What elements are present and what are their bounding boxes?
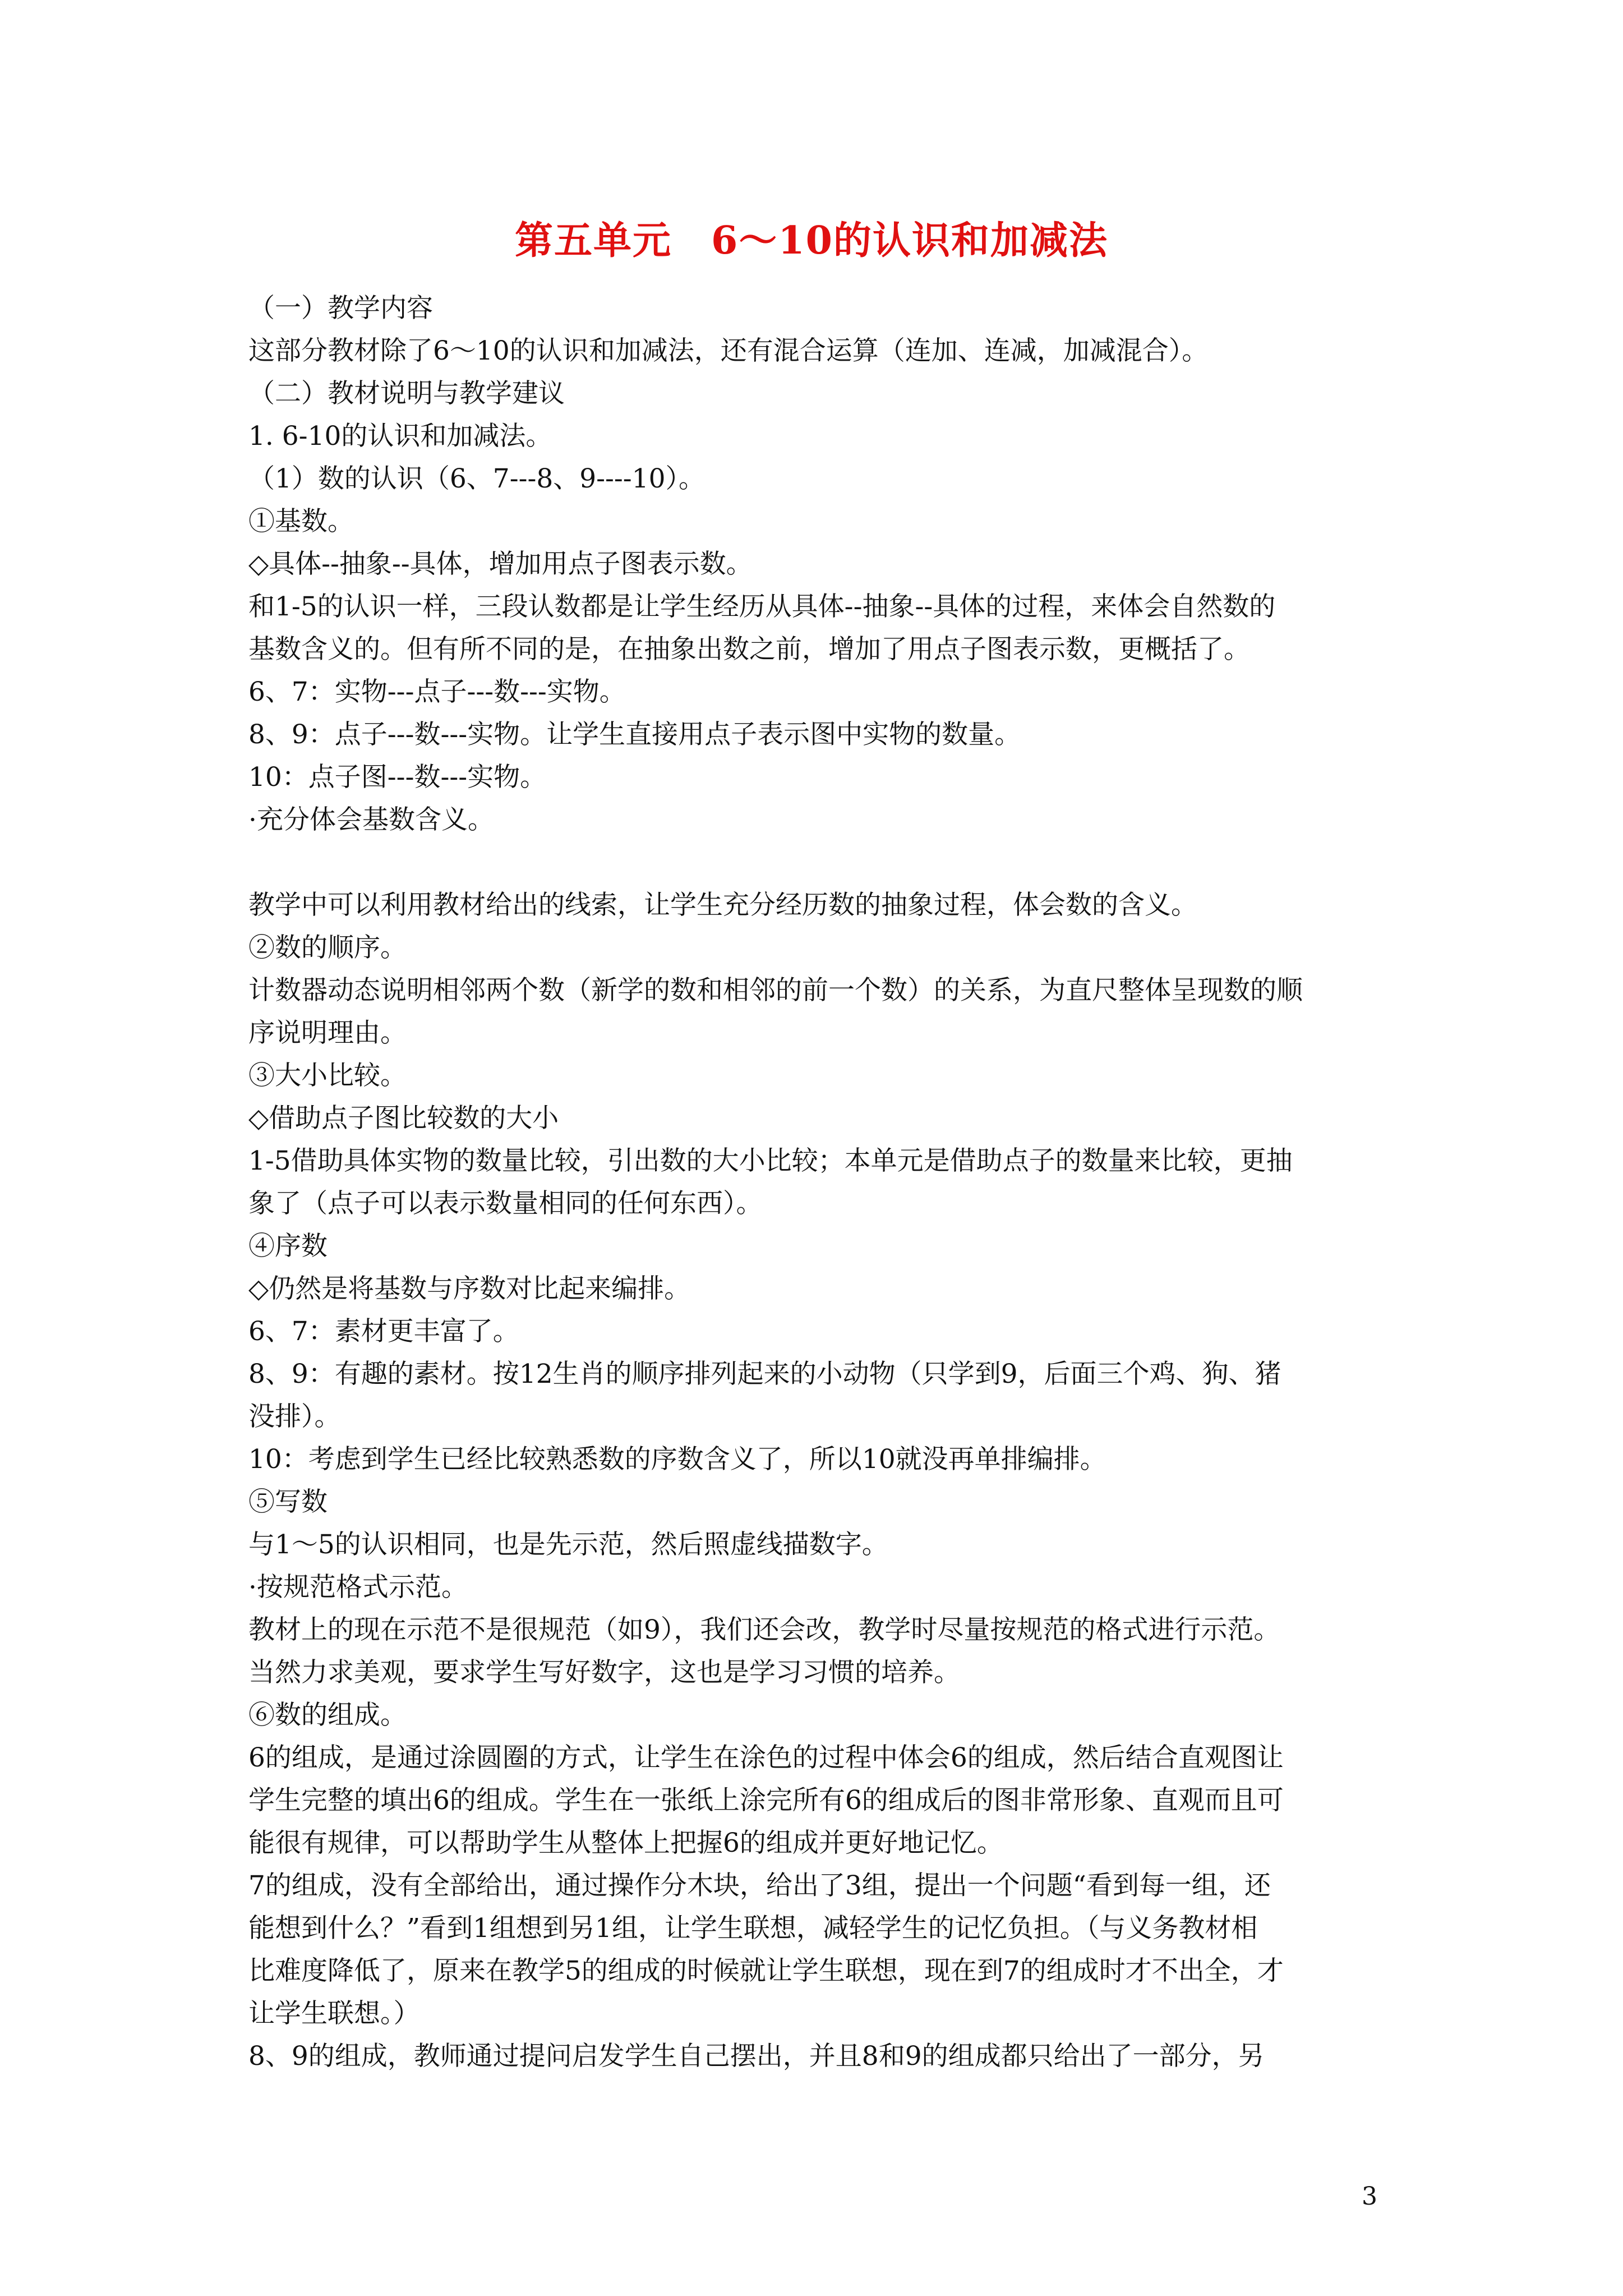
paragraph-line: 10：考虑到学生已经比较熟悉数的序数含义了，所以10就没再单排编排。 (248, 1444, 1106, 1475)
paragraph-line: 1-5借助具体实物的数量比较，引出数的大小比较；本单元是借助点子的数量来比较，更抽 (248, 1145, 1293, 1176)
paragraph-line: 比难度降低了，原来在教学5的组成的时候就让学生联想，现在到7的组成时才不出全，才 (248, 1955, 1284, 1986)
paragraph-line: ④序数 (248, 1231, 328, 1262)
paragraph-line: 序说明理由。 (248, 1018, 407, 1048)
paragraph-line: 学生完整的填出6的组成。学生在一张纸上涂完所有6的组成后的图非常形象、直观而且可 (248, 1785, 1284, 1816)
paragraph-line: 能想到什么？”看到1组想到另1组，让学生联想，减轻学生的记忆负担。（与义务教材相 (248, 1913, 1258, 1944)
paragraph-line: ⑥数的组成。 (248, 1700, 407, 1731)
paragraph-line: 7的组成，没有全部给出，通过操作分木块，给出了3组，提出一个问题“看到每一组，还 (248, 1870, 1271, 1901)
paragraph-line: 6、7：实物---点子---数---实物。 (248, 677, 626, 707)
document-body (248, 287, 1381, 2078)
paragraph-line: 1. 6-10的认识和加减法。 (248, 421, 552, 452)
document-title: 第五单元 6～10的认识和加减法 (515, 218, 1108, 263)
paragraph-line: 让学生联想。） (248, 1998, 420, 2029)
paragraph-line: ②数的顺序。 (248, 932, 407, 963)
paragraph-line: 教学中可以利用教材给出的线索，让学生充分经历数的抽象过程，体会数的含义。 (248, 890, 1197, 921)
paragraph-line: ⑤写数 (248, 1487, 328, 1517)
paragraph-line: ◇具体--抽象--具体，增加用点子图表示数。 (248, 549, 753, 579)
paragraph-line: 6、7：素材更丰富了。 (248, 1316, 519, 1347)
paragraph-line: 10：点子图---数---实物。 (248, 762, 547, 793)
paragraph-line: 当然力求美观，要求学生写好数字，这也是学习习惯的培养。 (248, 1657, 960, 1688)
paragraph-line: 没排）。 (248, 1401, 341, 1432)
blank-line (248, 841, 1381, 884)
paragraph-line: 基数含义的。但有所不同的是，在抽象出数之前，增加了用点子图表示数，更概括了。 (248, 634, 1250, 665)
paragraph-line: ③大小比较。 (248, 1060, 407, 1091)
paragraph-line: 6的组成，是通过涂圆圈的方式，让学生在涂色的过程中体会6的组成，然后结合直观图让 (248, 1742, 1284, 1773)
paragraph-line: 能很有规律，可以帮助学生从整体上把握6的组成并更好地记忆。 (248, 1828, 1003, 1858)
paragraph-line: 与1～5的认识相同，也是先示范，然后照虚线描数字。 (248, 1529, 888, 1560)
paragraph-line: 象了（点子可以表示数量相同的任何东西）。 (248, 1188, 763, 1219)
paragraph-line: ·按规范格式示范。 (248, 1572, 468, 1603)
paragraph-line: ◇仍然是将基数与序数对比起来编排。 (248, 1273, 691, 1304)
paragraph-line: 8、9：有趣的素材。按12生肖的顺序排列起来的小动物（只学到9，后面三个鸡、狗、猪 (248, 1359, 1281, 1389)
paragraph-line: 8、9：点子---数---实物。让学生直接用点子表示图中实物的数量。 (248, 719, 1021, 750)
page-number: 3 (1362, 2182, 1377, 2211)
paragraph-line: （二）教材说明与教学建议 (248, 378, 565, 409)
paragraph-line: 和1-5的认识一样，三段认数都是让学生经历从具体--抽象--具体的过程，来体会自然数的 (248, 591, 1276, 622)
paragraph-line: （1）数的认识（6、7---8、9----10）。 (248, 463, 705, 494)
paragraph-line: 这部分教材除了6～10的认识和加减法，还有混合运算（连加、连减，加减混合）。 (248, 335, 1209, 366)
paragraph-line: ·充分体会基数含义。 (248, 804, 494, 835)
paragraph-line: 计数器动态说明相邻两个数（新学的数和相邻的前一个数）的关系，为直尺整体呈现数的顺 (248, 975, 1303, 1006)
paragraph-line: 8、9的组成，教师通过提问启发学生自己摆出，并且8和9的组成都只给出了一部分，另 (248, 2041, 1265, 2072)
paragraph-line: （一）教学内容 (248, 293, 433, 324)
paragraph-line: ◇借助点子图比较数的大小 (248, 1103, 559, 1134)
paragraph-line: ①基数。 (248, 506, 354, 537)
paragraph-line: 教材上的现在示范不是很规范（如9），我们还会改，教学时尽量按规范的格式进行示范。 (248, 1614, 1280, 1645)
